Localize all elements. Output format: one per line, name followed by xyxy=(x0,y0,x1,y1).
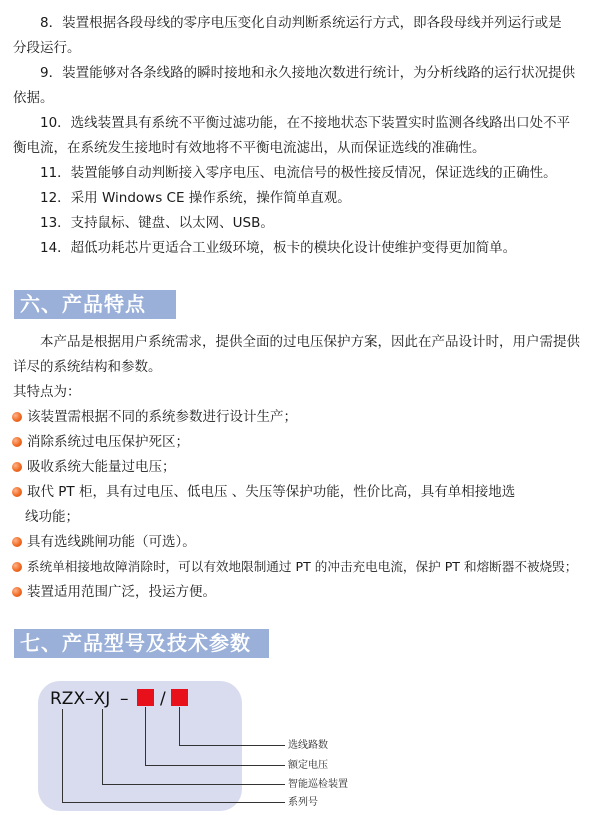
list-item-text: 分段运行。 xyxy=(13,40,81,56)
list-item-text: 13．支持鼠标、键盘、以太网、USB。 xyxy=(40,215,274,231)
list-item: 吸收系统大能量过电压； xyxy=(27,459,176,475)
section-6-header xyxy=(14,290,176,319)
section-7-header xyxy=(14,629,269,658)
leader-line xyxy=(145,765,285,766)
bullet-icon xyxy=(12,437,22,447)
model-slash: / xyxy=(160,689,166,709)
leader-line xyxy=(145,707,146,765)
legend-series: 系列号 xyxy=(288,797,318,808)
list-item-continuation: 线功能； xyxy=(25,509,79,525)
list-item: 装置适用范围广泛，投运方便。 xyxy=(27,584,216,600)
list-item: 具有选线跳闸功能（可选）。 xyxy=(27,534,196,550)
list-item: 取代 PT 柜，具有过电压、低电压 、失压等保护功能，性价比高，具有单相接地选 xyxy=(27,484,516,500)
list-item-text: 11．装置能够自动判断接入零序电压、电流信号的极性接反情况，保证选线的正确性。 xyxy=(40,165,557,181)
legend-line-count: 选线路数 xyxy=(288,740,328,751)
model-prefix: RZX–XJ xyxy=(50,689,111,709)
list-item-text: 依据。 xyxy=(13,90,54,106)
features-label: 其特点为： xyxy=(13,384,81,400)
bullet-icon xyxy=(12,537,22,547)
intro-text: 本产品是根据用户系统需求，提供全面的过电压保护方案，因此在产品设计时，用户需提供 xyxy=(40,334,580,350)
voltage-placeholder xyxy=(137,689,154,706)
list-item-text: 衡电流，在系统发生接地时有效地将不平衡电流滤出，从而保证选线的准确性。 xyxy=(13,140,486,156)
leader-line xyxy=(62,802,285,803)
list-item: 系统单相接地故障消除时，可以有效地限制通过 PT 的冲击充电电流，保护 PT 和熔断器不被烧毁； xyxy=(27,559,578,574)
intro-text: 详尽的系统结构和参数。 xyxy=(13,359,162,375)
bullet-icon xyxy=(12,462,22,472)
list-item-text: 12．采用 Windows CE 操作系统，操作简单直观。 xyxy=(40,190,351,206)
bullet-icon xyxy=(12,562,22,572)
leader-line xyxy=(179,707,180,745)
model-dash: – xyxy=(120,689,129,709)
section-title: 七、产品型号及技术参数 xyxy=(20,631,251,655)
leader-line xyxy=(179,745,285,746)
bullet-icon xyxy=(12,487,22,497)
list-item-text: 10．选线装置具有系统不平衡过滤功能，在不接地状态下装置实时监测各线路出口处不平 xyxy=(40,115,571,131)
list-item-text: 8．装置根据各段母线的零序电压变化自动判断系统运行方式，即各段母线并列运行或是 xyxy=(40,15,562,31)
legend-device: 智能巡检装置 xyxy=(288,779,348,790)
leader-line xyxy=(62,709,63,802)
bullet-icon xyxy=(12,587,22,597)
leader-line xyxy=(102,709,103,784)
bullet-icon xyxy=(12,412,22,422)
list-item-text: 9．装置能够对各条线路的瞬时接地和永久接地次数进行统计，为分析线路的运行状况提供 xyxy=(40,65,576,81)
leader-line xyxy=(102,784,285,785)
list-item: 消除系统过电压保护死区； xyxy=(27,434,189,450)
list-item: 该装置需根据不同的系统参数进行设计生产； xyxy=(27,409,297,425)
line-count-placeholder xyxy=(171,689,188,706)
list-item-text: 14．超低功耗芯片更适合工业级环境，板卡的模块化设计使维护变得更加简单。 xyxy=(40,240,517,256)
section-title: 六、产品特点 xyxy=(20,292,146,316)
legend-rated-voltage: 额定电压 xyxy=(288,760,328,771)
